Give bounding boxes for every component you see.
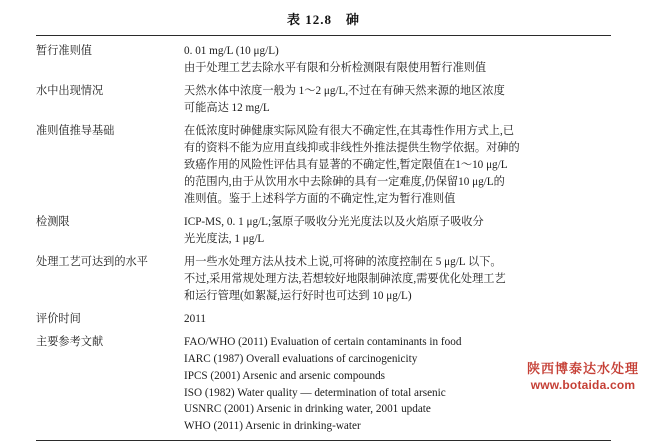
watermark-url: www.botaida.com [530, 378, 636, 392]
reference-line: IPCS (2001) Arsenic and arsenic compounds [184, 369, 386, 382]
row-value [184, 251, 611, 308]
value-line: 在低浓度时砷健康实际风险有很大不确定性,在其毒性作用方式上,已 [184, 125, 515, 138]
row-value [184, 120, 611, 211]
reference-line: FAO/WHO (2011) Evaluation of certain contaminants in food [184, 336, 462, 349]
row-label: 处理工艺可达到的水平 [36, 256, 148, 269]
table-number: 表 12.8 [286, 12, 332, 27]
row-value [184, 308, 611, 331]
value-line: 天然水体中浓度一般为 1～2 μg/L,不过在有砷天然来源的地区浓度 [184, 85, 505, 98]
table-title [36, 9, 611, 28]
value-line: 的范围内,由于从饮用水中去除砷的具有一定难度,仍保留10 μg/L的 [184, 176, 505, 189]
table-row [36, 80, 611, 120]
reference-line: USNRC (2001) Arsenic in drinking water, 2001 update [184, 403, 431, 416]
table-body-wrapper [36, 36, 611, 440]
row-label: 评价时间 [36, 313, 81, 326]
value-line: 可能高达 12 mg/L [184, 102, 270, 115]
row-label: 水中出现情况 [36, 85, 104, 98]
value-line: 光光度法, 1 μg/L [184, 233, 265, 246]
value-line: 2011 [184, 313, 206, 326]
value-line: 和运行管理(如絮凝,运行好时也可达到 10 μg/L) [184, 290, 412, 303]
value-line: 准则值。鉴于上述科学方面的不确定性,定为暂行准则值 [184, 193, 456, 206]
table-row [36, 40, 611, 80]
watermark-company: 陕西博泰达水处理 [526, 361, 639, 376]
reference-line: ISO (1982) Water quality — determination of total arsenic [184, 386, 446, 399]
parameter-table [36, 40, 611, 438]
row-value [184, 331, 611, 438]
table-row [36, 308, 611, 331]
row-label: 主要参考文献 [36, 336, 104, 349]
table-row [36, 120, 611, 211]
row-value [184, 211, 611, 251]
value-line: 用一些水处理方法从技术上说,可将砷的浓度控制在 5 μg/L 以下。 [184, 256, 502, 269]
row-value [184, 80, 611, 120]
row-label: 暂行准则值 [36, 45, 92, 57]
table-row [36, 331, 611, 438]
value-line: 不过,采用常规处理方法,若想较好地限制砷浓度,需要优化处理工艺 [184, 273, 506, 286]
value-line: 致癌作用的风险性评估具有显著的不确定性,暂定限值在1～10 μg/L [184, 159, 508, 172]
table-row [36, 251, 611, 308]
value-line: ICP‐MS, 0. 1 μg/L;氢原子吸收分光光度法以及火焰原子吸收分 [184, 216, 484, 229]
value-line: 有的资料不能为应用直线抑或非线性外推法提供生物学依据。对砷的 [184, 142, 520, 155]
table-title-text: 砷 [346, 12, 361, 27]
value-line: 由于处理工艺去除水平有限和分析检测限有限使用暂行准则值 [184, 62, 487, 75]
row-label: 检测限 [36, 216, 70, 229]
row-value [184, 40, 611, 80]
row-label: 准则值推导基础 [36, 125, 115, 138]
table-row [36, 211, 611, 251]
value-line: 0. 01 mg/L (10 μg/L) [184, 45, 279, 57]
reference-line: WHO (2011) Arsenic in drinking‐water [184, 420, 361, 433]
document-page [0, 9, 647, 433]
reference-line: IARC (1987) Overall evaluations of carcinogenicity [184, 353, 418, 366]
